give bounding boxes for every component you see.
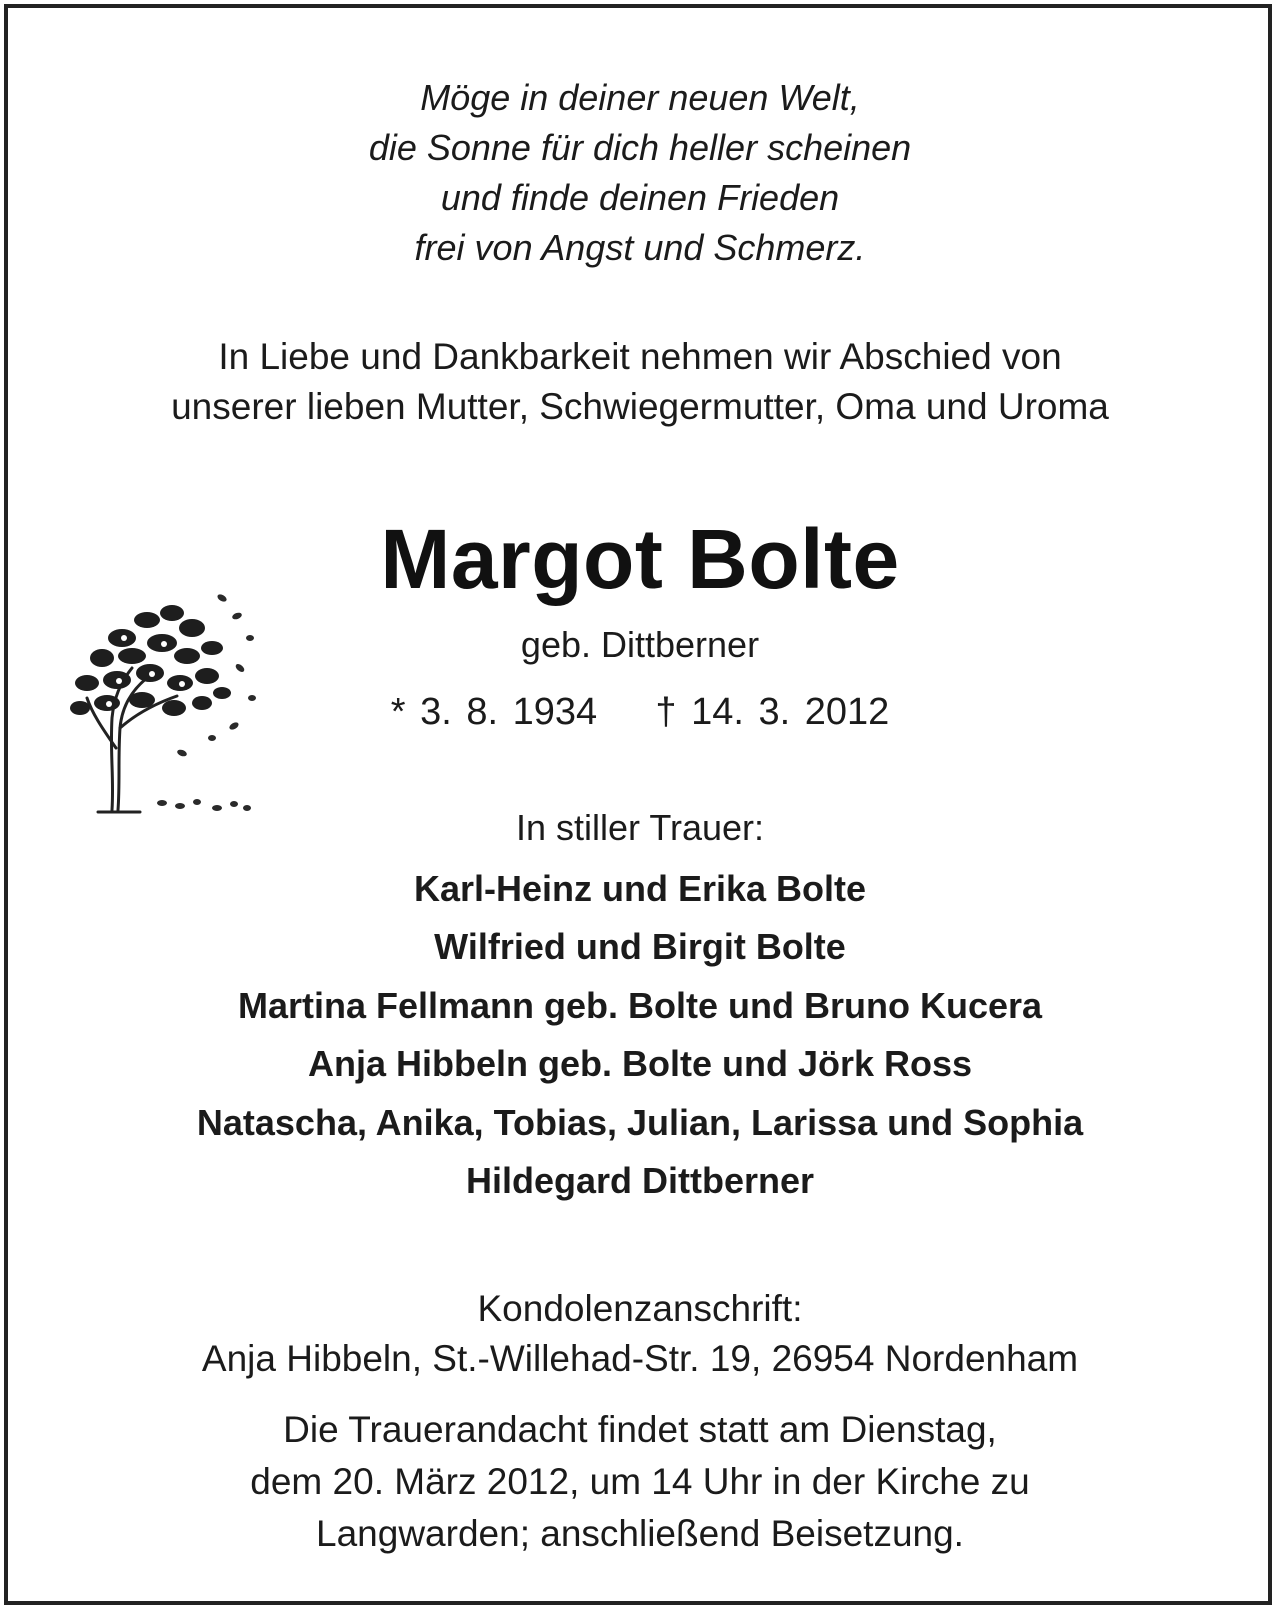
poem-line: die Sonne für dich heller scheinen [368, 127, 912, 168]
poem-line: frei von Angst und Schmerz. [414, 227, 866, 268]
intro-line: In Liebe und Dankbarkeit nehmen wir Abschied von [218, 336, 1062, 377]
mourner-line: Anja Hibbeln geb. Bolte und Jörk Ross [307, 1043, 973, 1084]
deceased-name: Margot Bolte [380, 512, 900, 606]
condolence-address: Anja Hibbeln, St.-Willehad-Str. 19, 26954 Nordenham [201, 1338, 1079, 1379]
poem-line: und finde deinen Frieden [440, 177, 840, 218]
mourner-line: Hildegard Dittberner [465, 1160, 815, 1201]
service-line: Die Trauerandacht findet statt am Dienstag, [283, 1409, 997, 1450]
intro-line: unserer lieben Mutter, Schwiegermutter, Oma und Uroma [171, 386, 1109, 427]
birth-name: geb. Dittberner [520, 624, 760, 665]
mourner-line: Karl-Heinz und Erika Bolte [413, 868, 867, 909]
service-line: Langwarden; anschließend Beisetzung. [316, 1513, 964, 1554]
life-dates [0, 690, 1280, 734]
service-line: dem 20. März 2012, um 14 Uhr in der Kirche zu [250, 1461, 1030, 1502]
mourner-line: Wilfried und Birgit Bolte [434, 926, 846, 967]
birth-date: * 3. 8. 1934 [390, 691, 598, 733]
death-date: † 14. 3. 2012 [655, 691, 890, 733]
mourner-line: Natascha, Anika, Tobias, Julian, Larissa und Sophia [196, 1102, 1084, 1143]
mourning-heading: In stiller Trauer: [515, 807, 765, 848]
mourner-line: Martina Fellmann geb. Bolte und Bruno Kucera [237, 985, 1043, 1026]
poem-line: Möge in deiner neuen Welt, [420, 77, 860, 118]
condolence-heading: Kondolenzanschrift: [477, 1288, 803, 1329]
